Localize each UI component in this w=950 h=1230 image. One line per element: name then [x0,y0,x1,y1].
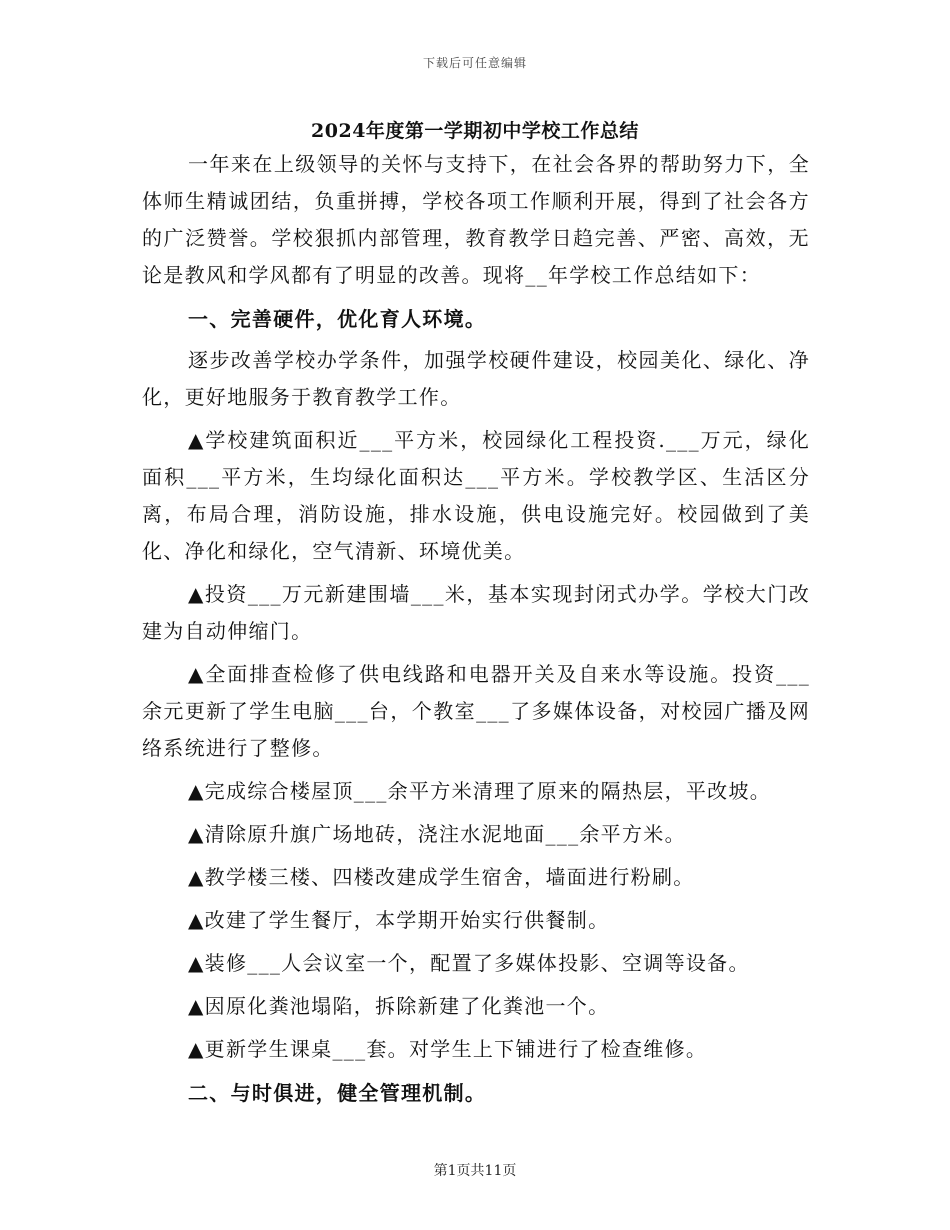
document-body [142,146,810,1116]
intro-paragraph: 一年来在上级领导的关怀与支持下，在社会各界的帮助努力下，全体师生精诚团结，负重拼搏，学校各项工作顺利开展，得到了社会各方的广泛赞誉。学校狠抓内部管理，教育教学日趋完善、严密、高效，无论是教风和学风都有了明显的改善。现将__年学校工作总结如下： [142,152,810,287]
page-footer: 第1页共11页 [433,1163,517,1179]
section-1-lead: 逐步改善学校办学条件，加强学校硬件建设，校园美化、绿化、净化，更好地服务于教育教学工作。 [142,348,810,409]
list-item: ▲更新学生课桌___套。对学生上下铺进行了检查维修。 [188,1037,708,1061]
document-title: 2024年度第一学期初中学校工作总结 [311,120,639,142]
list-item: ▲完成综合楼屋顶___余平方米清理了原来的隔热层，平改坡。 [188,779,772,803]
header-note: 下载后可任意编辑 [422,56,527,70]
list-item: ▲装修___人会议室一个，配置了多媒体投影、空调等设备。 [188,951,750,975]
section-1-heading: 一、完善硬件，优化育人环境。 [188,307,487,331]
list-item: ▲学校建筑面积近___平方米，校园绿化工程投资.___万元，绿化面积___平方米，生均绿化面积达___平方米。学校教学区、生活区分离，布局合理，消防设施，排水设施，供电设施完好。校园做到了美化、净化和绿化，空气清新、环境优美。 [142,428,810,563]
list-item: ▲教学楼三楼、四楼改建成学生宿舍，墙面进行粉刷。 [188,865,695,889]
section-2-heading: 二、与时俱进，健全管理机制。 [188,1081,487,1105]
list-item: ▲改建了学生餐厅，本学期开始实行供餐制。 [188,908,610,932]
list-item: ▲投资___万元新建围墙___米，基本实现封闭式办学。学校大门改建为自动伸缩门。 [142,582,810,643]
list-item: ▲因原化粪池塌陷，拆除新建了化粪池一个。 [188,994,610,1018]
list-item: ▲全面排查检修了供电线路和电器开关及自来水等设施。投资___余元更新了学生电脑___台，个教室___了多媒体设备，对校园广播及网络系统进行了整修。 [142,662,810,760]
list-item: ▲清除原升旗广场地砖，浇注水泥地面___余平方米。 [188,822,686,846]
